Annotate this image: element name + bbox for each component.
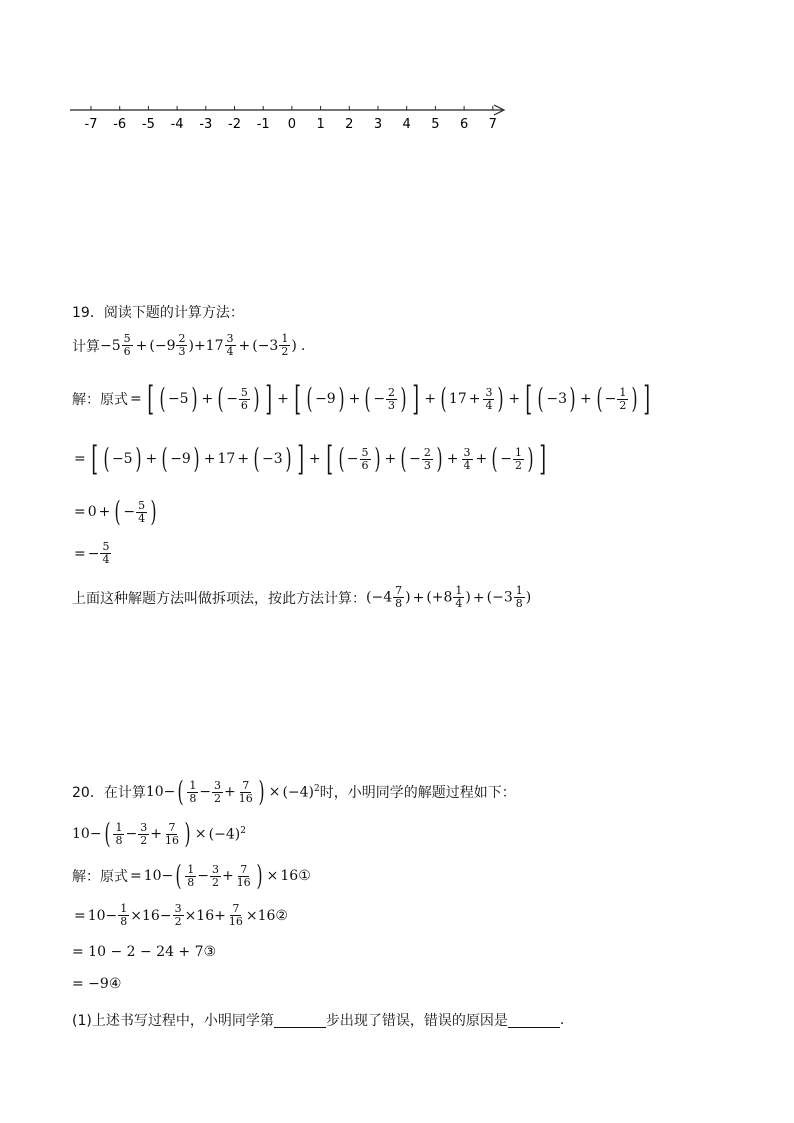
q20-solution-step2: = 10− $\frac{1}{8}$ ×16− $\frac{3}{2}$ ×16+ $\frac{7}{16}$ ×16 ② (74, 902, 288, 928)
q20-title: 20．在计算 10− ( $\frac{1}{8}$ − $\frac{3}{2}$ + $\frac{7}{16}$ ) × $(-4)^2$ 时，小明同学的解题过程如下： (72, 775, 516, 808)
q20-sub1 (72, 1010, 564, 1030)
q19-title: 19．阅读下题的计算方法： (72, 305, 244, 321)
number-line-label: 1 (316, 117, 325, 132)
q20-solution-step3 (72, 944, 216, 960)
number-line-label: -4 (170, 117, 184, 132)
q19-solution-line2: = [ ( −5 ) + ( −9 ) + 17 + ( −3 ) ] + [ ( − $\frac{5}{6}$ ) + ( − $\frac{2}{3}$ ) + $\frac{3}{4}$ + ( − $\frac{1}{2}$ ) ] (74, 439, 546, 479)
q19-sol-prefix: 解：原式 (72, 392, 128, 408)
q19-term: −5 (100, 337, 121, 354)
fraction: $\frac{1}{2}$ (281, 332, 289, 358)
q19-term: +17 (193, 337, 224, 354)
number-line-label: 0 (287, 117, 297, 132)
number-line-label: 4 (402, 117, 411, 132)
q20-sub1-mid: 步出现了错误，错误的原因是 (325, 1013, 508, 1029)
number-line-label: -2 (228, 117, 241, 132)
q19-term: (−9 (149, 337, 176, 354)
q19-explain-text: 上面这种解题方法叫做拆项法，按此方法计算： (72, 590, 366, 607)
q20-expression: 10− ( $\frac{1}{8}$ − $\frac{3}{2}$ + $\frac{7}{16}$ ) × $(-4)^2$ (72, 817, 246, 850)
answer-blank-1[interactable] (274, 1013, 326, 1028)
number-line-label: -7 (84, 117, 98, 132)
q19-solution-line3: = 0 + ( − $\frac{5}{4}$ ) (74, 495, 157, 528)
q20-title-prefix: 20．在计算 (72, 785, 146, 801)
number-line-label: 2 (345, 117, 354, 132)
step-marker: ② (275, 907, 288, 924)
number-line-label: -3 (199, 117, 213, 132)
q20-sub1-prefix: (1)上述书写过程中，小明同学第 (72, 1013, 274, 1029)
number-line-label: -1 (256, 117, 270, 132)
q20-solution-step4 (72, 976, 121, 992)
fraction: $\frac{5}{6}$ (123, 332, 131, 358)
q19-solution-line1: 解：原式 = [ ( −5 ) + ( − $\frac{5}{6}$ ) ] + [ ( −9 ) + ( − $\frac{2}{3}$ ) ] + ( 17 + $\frac{3}{4}$ ) + [ ( −3 ) + ( − $\frac{1}{2}$ ) ] (72, 379, 651, 419)
fraction: $\frac{2}{3}$ (178, 332, 186, 358)
q19-expression: 计算 −5 $\frac{5}{6}$ + (−9 $\frac{2}{3}$ ) +17 $\frac{3}{4}$ + (−3 $\frac{1}{2}$ ) . (72, 332, 306, 358)
q20-sub1-end: . (559, 1012, 565, 1028)
number-line (66, 98, 516, 134)
number-line-label: -5 (141, 117, 155, 132)
answer-blank-2[interactable] (508, 1013, 560, 1028)
step-marker: ① (298, 868, 311, 884)
number-line-label: 7 (488, 117, 497, 132)
q19-explain: 上面这种解题方法叫做拆项法，按此方法计算： (−4 $\frac{7}{8}$ ) + (+8 $\frac{1}{4}$ ) + (−3 $\frac{1}{8}$ ) (72, 584, 532, 610)
q20-title-suffix: 时，小明同学的解题过程如下： (319, 785, 516, 801)
step-marker: ③ (203, 944, 217, 960)
q19-calc-prefix: 计算 (72, 338, 100, 355)
number-line-label: 5 (431, 117, 440, 132)
q19-solution-line4: = − $\frac{5}{4}$ (74, 540, 110, 566)
fraction: $\frac{3}{4}$ (226, 332, 234, 358)
number-line-label: 3 (373, 117, 383, 132)
q19-term: (−3 (252, 337, 279, 354)
number-line-label: 6 (459, 117, 469, 132)
number-line-label: -6 (113, 117, 127, 132)
q20-solution-step1: 解：原式 = 10− ( $\frac{1}{8}$ − $\frac{3}{2}$ + $\frac{7}{16}$ ) × 16 ① (72, 859, 311, 892)
step-marker: ④ (108, 976, 122, 992)
q20-line4: = 10 − 2 − 24 + 7 (72, 944, 204, 960)
q20-line5: = −9 (72, 976, 109, 992)
q20-sol-prefix: 解：原式 (72, 869, 128, 885)
